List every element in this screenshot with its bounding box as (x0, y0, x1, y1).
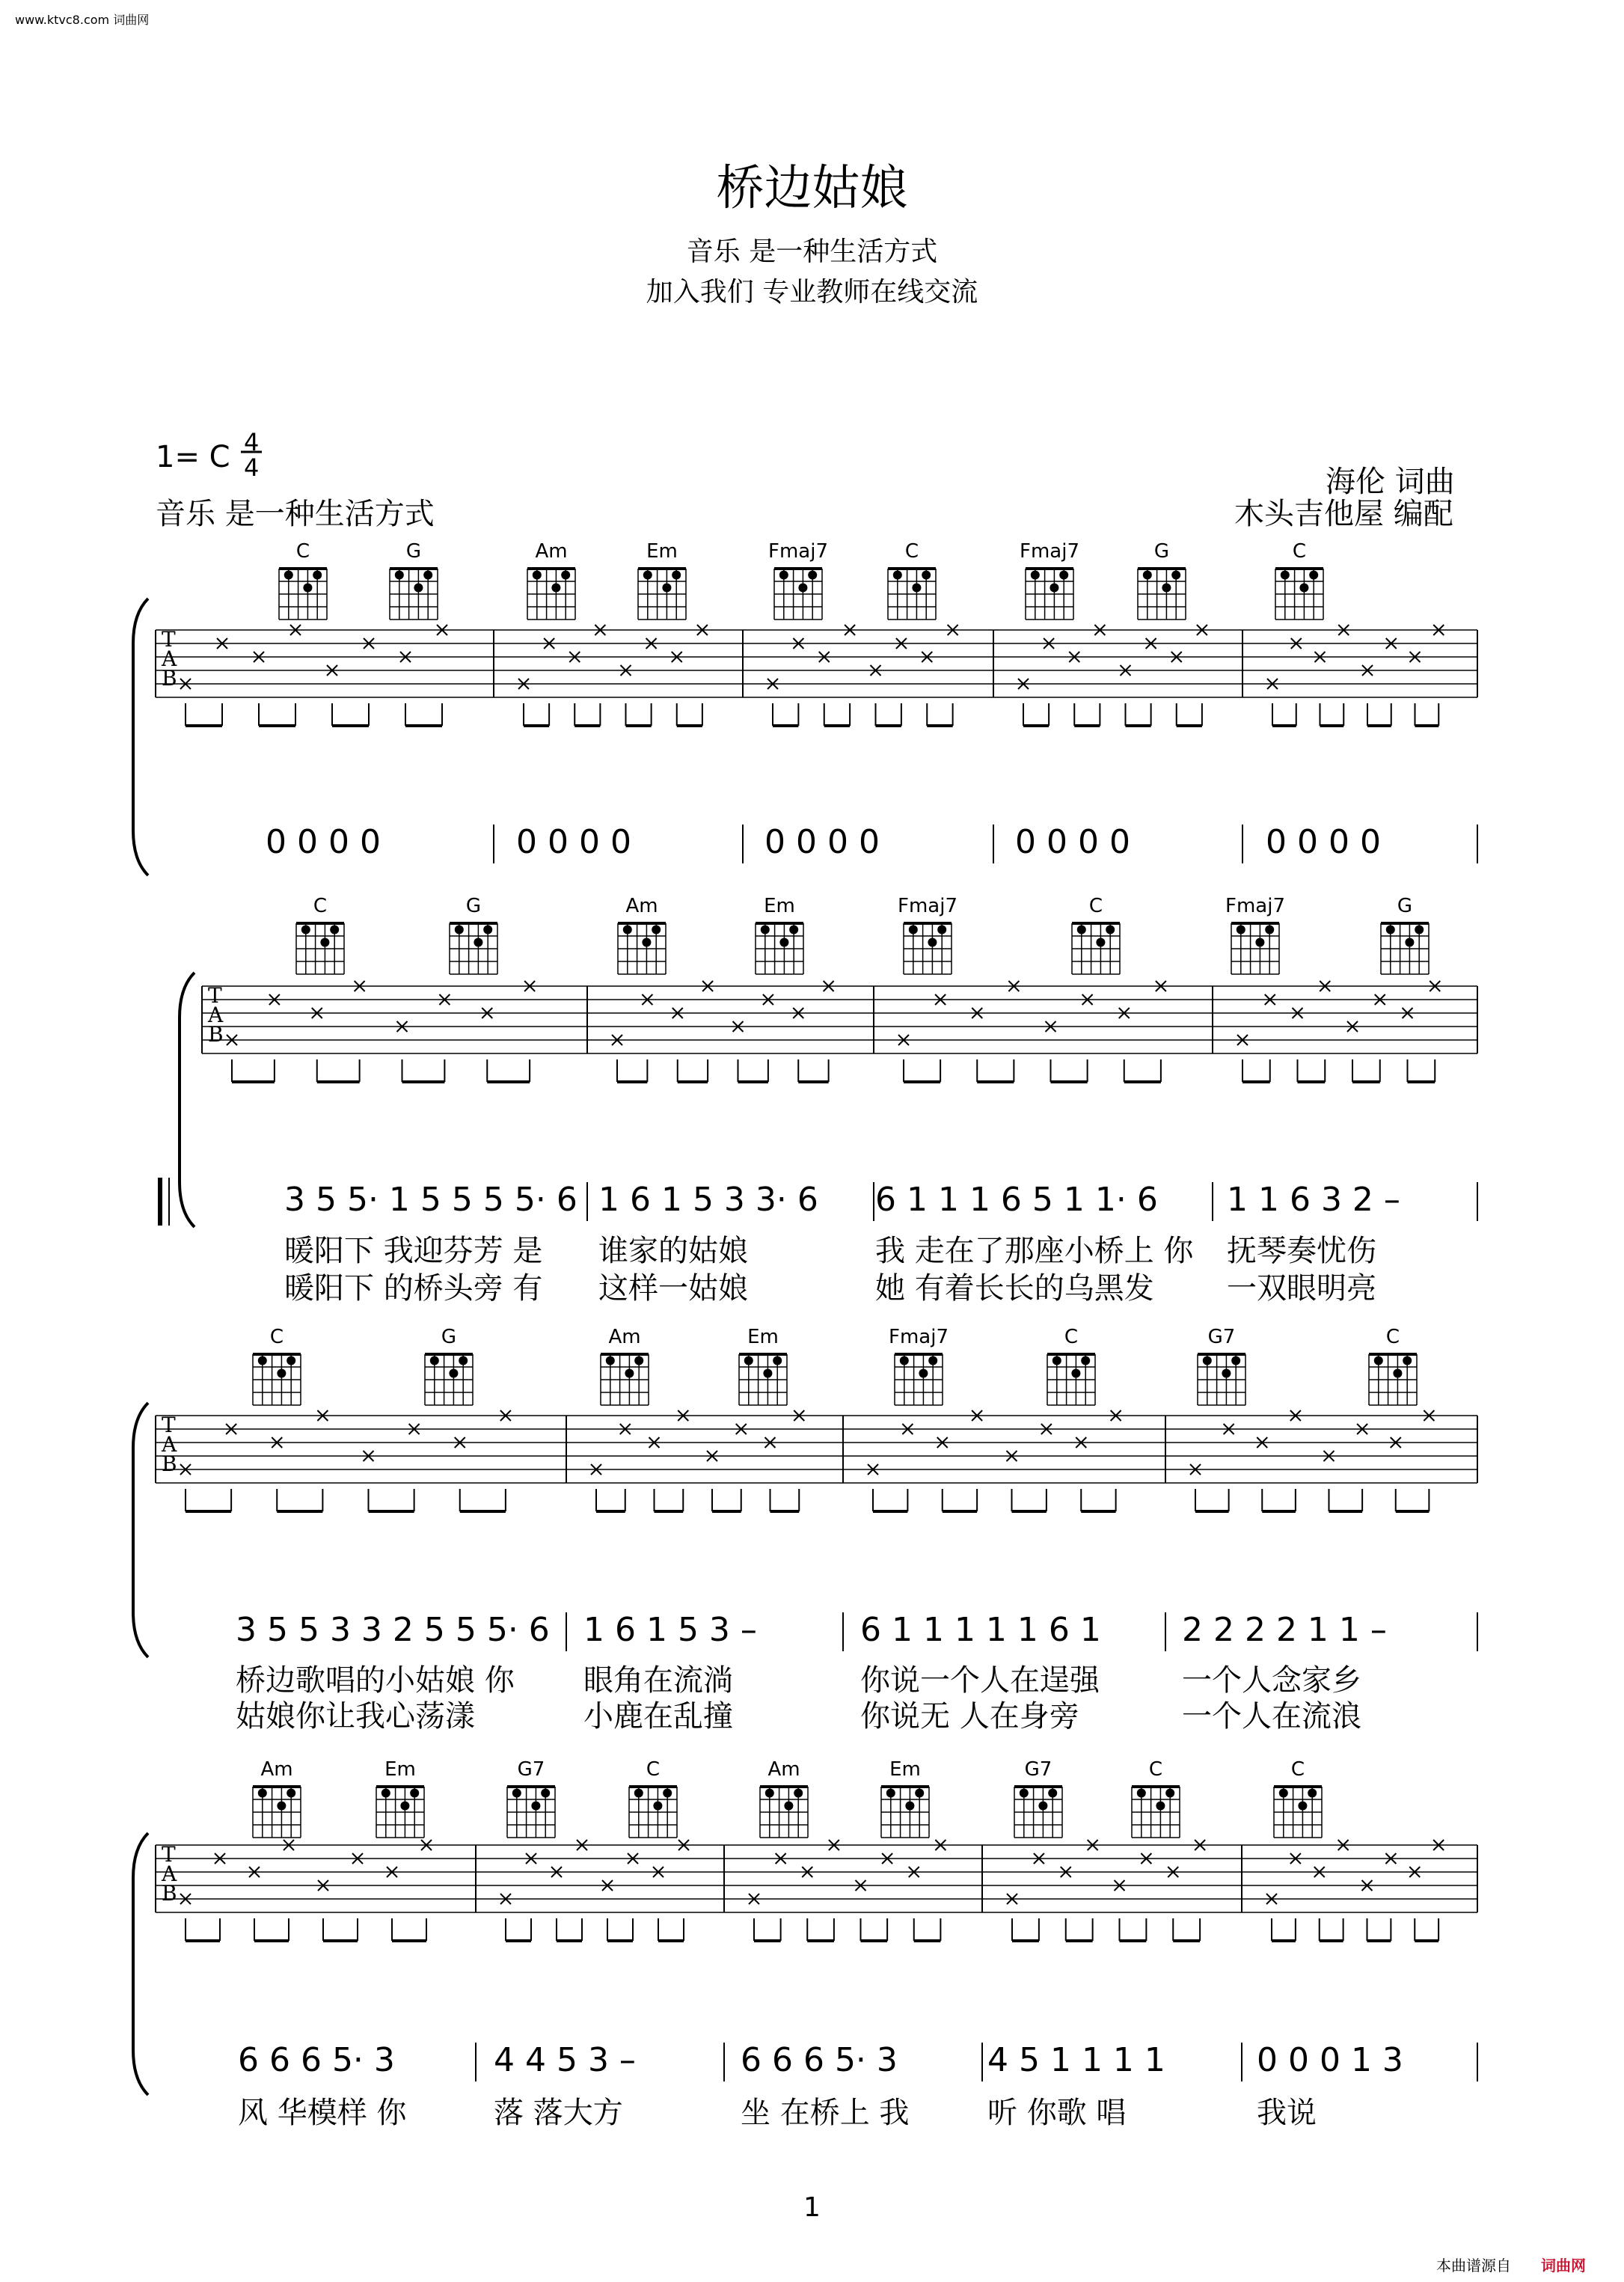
chord-finger-dot (1165, 1789, 1174, 1798)
chord-finger-dot (313, 571, 322, 580)
chord-name: Em (764, 895, 795, 917)
system-bracket (180, 973, 194, 1227)
tab-clef-letter: T (162, 1413, 176, 1437)
lyric-line: 一个人在流浪 (1182, 1699, 1361, 1734)
chord-finger-dot (449, 1369, 458, 1378)
tab-clef-letter: T (208, 983, 222, 1008)
chord-name: Fmaj7 (1020, 540, 1079, 563)
chord-finger-dot (915, 1789, 924, 1798)
lyric-line: 这样一姑娘 (598, 1271, 748, 1306)
chord-finger-dot (900, 1356, 909, 1365)
chord-name: G7 (517, 1758, 545, 1781)
lyric-line: 她 有着长长的乌黑发 (875, 1271, 1154, 1306)
chord-finger-dot (423, 571, 432, 580)
chord-finger-dot (1222, 1369, 1231, 1378)
chord-finger-dot (1403, 1356, 1412, 1365)
lyric-line: 抚琴奏忧伤 (1227, 1234, 1376, 1268)
chord-finger-dot (1106, 926, 1115, 934)
chord-finger-dot (284, 571, 293, 580)
jianpu-measure: 4 4 5 3 – (494, 2041, 636, 2079)
chord-finger-dot (761, 926, 770, 934)
chord-finger-dot (643, 571, 652, 580)
chord-name: Em (747, 1326, 779, 1348)
chord-finger-dot (382, 1789, 390, 1798)
chord-finger-dot (1203, 1356, 1212, 1365)
chord-finger-dot (886, 1789, 895, 1798)
chord-finger-dot (937, 926, 946, 934)
jianpu-measure: 0 0 0 0 (516, 823, 631, 861)
chord-finger-dot (763, 1369, 772, 1378)
chord-name: C (646, 1758, 661, 1781)
chord-name: Fmaj7 (768, 540, 828, 563)
lyric-line: 你说无 人在身旁 (860, 1699, 1079, 1734)
tab-clef-letter: T (162, 627, 176, 652)
chord-finger-dot (919, 1369, 928, 1378)
chord-finger-dot (1231, 1356, 1240, 1365)
chord-finger-dot (512, 1789, 521, 1798)
chord-finger-dot (303, 584, 312, 593)
lyric-line: 你说一个人在逞强 (860, 1663, 1100, 1698)
chord-finger-dot (1405, 938, 1414, 947)
chord-finger-dot (1308, 1789, 1317, 1798)
chord-name: Am (535, 540, 568, 563)
chord-finger-dot (634, 1356, 643, 1365)
tab-clef-letter: A (208, 1003, 224, 1027)
chord-finger-dot (1374, 1356, 1383, 1365)
chord-finger-dot (258, 1789, 267, 1798)
chord-finger-dot (794, 1789, 803, 1798)
chord-finger-dot (1171, 571, 1180, 580)
chord-name: Fmaj7 (889, 1326, 949, 1348)
chord-finger-dot (1386, 926, 1395, 934)
chord-finger-dot (410, 1789, 419, 1798)
page-title: 桥边姑娘 (716, 161, 908, 216)
chord-finger-dot (798, 584, 807, 593)
chord-finger-dot (1031, 571, 1040, 580)
lyric-line: 我 走在了那座小桥上 你 (875, 1234, 1194, 1268)
chord-name: C (295, 540, 310, 563)
chord-name: Em (646, 540, 678, 563)
lyric-line: 眼角在流淌 (583, 1663, 733, 1698)
chord-finger-dot (301, 926, 310, 934)
chord-finger-dot (1081, 1356, 1090, 1365)
chord-finger-dot (653, 1802, 662, 1811)
jianpu-measure: 6 6 6 5· 3 (238, 2041, 395, 2079)
chord-name: C (313, 895, 328, 917)
chord-name: C (1385, 1326, 1400, 1348)
jianpu-measure: 1 6 1 5 3 3· 6 (598, 1181, 818, 1219)
jianpu-measure: 6 1 1 1 6 5 1 1· 6 (875, 1181, 1158, 1219)
chord-finger-dot (1265, 926, 1274, 934)
chord-finger-dot (1299, 584, 1308, 593)
tab-clef-letter: B (162, 1452, 177, 1476)
chord-finger-dot (1071, 1369, 1080, 1378)
tab-clef-letter: A (162, 1432, 177, 1457)
footer-site-logo: 词曲网 (1541, 2257, 1586, 2275)
chord-name: C (904, 540, 919, 563)
tab-clef-letter: B (162, 1881, 177, 1906)
chord-finger-dot (652, 926, 661, 934)
chord-finger-dot (1237, 926, 1245, 934)
chord-name: Am (260, 1758, 293, 1781)
chord-name: G7 (1024, 1758, 1052, 1781)
chord-finger-dot (1393, 1369, 1402, 1378)
lyric-line: 一双眼明亮 (1227, 1271, 1376, 1306)
chord-finger-dot (625, 1369, 634, 1378)
chord-finger-dot (483, 926, 492, 934)
chord-finger-dot (1309, 571, 1318, 580)
chord-name: C (1088, 895, 1103, 917)
lyric-line: 小鹿在乱撞 (583, 1699, 733, 1734)
tab-clef-letter: A (162, 1862, 177, 1886)
lyric-line: 我说 (1257, 2096, 1317, 2130)
chord-name: Em (889, 1758, 921, 1781)
jianpu-measure: 3 5 5· 1 5 5 5 5· 6 (284, 1181, 577, 1219)
chord-finger-dot (642, 938, 651, 947)
jianpu-measure: 2 2 2 2 1 1 – (1182, 1611, 1387, 1649)
jianpu-measure: 6 1 1 1 1 1 6 1 (860, 1611, 1101, 1649)
jianpu-measure: 1 6 1 5 3 – (583, 1611, 757, 1649)
system-bracket (133, 1833, 148, 2095)
chord-finger-dot (277, 1369, 286, 1378)
chord-finger-dot (1059, 571, 1068, 580)
chord-name: G (465, 895, 482, 917)
chord-name: G (441, 1326, 457, 1348)
time-signature-top: 4 (244, 428, 260, 456)
site-watermark: www.ktvc8.com 词曲网 (15, 13, 150, 27)
chord-name: C (1064, 1326, 1079, 1348)
chord-finger-dot (414, 584, 423, 593)
chord-finger-dot (320, 938, 329, 947)
jianpu-measure: 0 0 0 0 (1266, 823, 1381, 861)
chord-name: C (1148, 1758, 1163, 1781)
chord-finger-dot (459, 1356, 468, 1365)
chord-name: Fmaj7 (898, 895, 957, 917)
chord-finger-dot (912, 584, 921, 593)
lyric-line: 听 你歌 唱 (987, 2096, 1127, 2130)
time-signature-bottom: 4 (244, 453, 260, 482)
chord-finger-dot (551, 584, 560, 593)
chord-finger-dot (909, 926, 918, 934)
lyric-line: 风 华模样 你 (238, 2096, 407, 2130)
system-bracket (133, 1403, 148, 1657)
chord-name: Fmaj7 (1225, 895, 1285, 917)
tab-clef-letter: A (162, 646, 177, 671)
chord-name: Em (384, 1758, 416, 1781)
chord-finger-dot (474, 938, 482, 947)
chord-finger-dot (663, 1789, 672, 1798)
chord-finger-dot (1156, 1802, 1165, 1811)
key-signature: 1= C (156, 440, 230, 474)
chord-finger-dot (1020, 1789, 1029, 1798)
chord-finger-dot (744, 1356, 753, 1365)
chord-finger-dot (623, 926, 632, 934)
footer-source-label: 本曲谱源自 (1436, 2257, 1511, 2275)
chord-finger-dot (928, 1356, 937, 1365)
chord-name: C (269, 1326, 284, 1348)
chord-finger-dot (1096, 938, 1105, 947)
chord-finger-dot (430, 1356, 439, 1365)
chord-finger-dot (1298, 1802, 1307, 1811)
chord-finger-dot (531, 1802, 540, 1811)
chord-finger-dot (784, 1802, 793, 1811)
chord-name: Am (608, 1326, 641, 1348)
chord-finger-dot (287, 1789, 295, 1798)
chord-name: Am (767, 1758, 800, 1781)
chord-finger-dot (561, 571, 570, 580)
chord-finger-dot (455, 926, 464, 934)
chord-finger-dot (287, 1356, 295, 1365)
lyric-line: 桥边歌唱的小姑娘 你 (236, 1663, 515, 1698)
chord-finger-dot (395, 571, 404, 580)
jianpu-measure: 0 0 0 1 3 (1257, 2041, 1403, 2079)
chord-name: G (1153, 540, 1170, 563)
lyric-line: 谁家的姑娘 (598, 1234, 748, 1268)
chord-name: C (1290, 1758, 1305, 1781)
tab-clef-letter: T (162, 1842, 176, 1867)
chord-finger-dot (1279, 1789, 1288, 1798)
jianpu-measure: 4 5 1 1 1 1 (987, 2041, 1165, 2079)
chord-finger-dot (1050, 584, 1058, 593)
chord-finger-dot (1048, 1789, 1057, 1798)
jianpu-measure: 6 6 6 5· 3 (741, 2041, 898, 2079)
composer-credit: 海伦 词曲 (1326, 465, 1455, 499)
slogan: 音乐 是一种生活方式 (156, 497, 435, 531)
chord-finger-dot (779, 571, 788, 580)
chord-finger-dot (893, 571, 902, 580)
chord-finger-dot (606, 1356, 615, 1365)
jianpu-measure: 0 0 0 0 (266, 823, 381, 861)
chord-name: C (1292, 540, 1307, 563)
chord-finger-dot (541, 1789, 550, 1798)
chord-finger-dot (928, 938, 937, 947)
chord-name: G7 (1207, 1326, 1236, 1348)
chord-finger-dot (672, 571, 681, 580)
chord-finger-dot (808, 571, 817, 580)
chord-name: G (1397, 895, 1413, 917)
chord-finger-dot (773, 1356, 782, 1365)
chord-finger-dot (905, 1802, 914, 1811)
chord-finger-dot (779, 938, 788, 947)
chord-finger-dot (662, 584, 671, 593)
chord-finger-dot (765, 1789, 774, 1798)
jianpu-measure: 0 0 0 0 (764, 823, 880, 861)
page-number: 1 (803, 2192, 821, 2223)
chord-finger-dot (1038, 1802, 1047, 1811)
chord-finger-dot (1281, 571, 1290, 580)
chord-finger-dot (533, 571, 542, 580)
chord-finger-dot (1255, 938, 1264, 947)
lyric-line: 一个人念家乡 (1182, 1663, 1361, 1698)
chord-finger-dot (922, 571, 931, 580)
chord-finger-dot (1162, 584, 1171, 593)
chord-finger-dot (1415, 926, 1424, 934)
chord-finger-dot (1143, 571, 1152, 580)
chord-finger-dot (1077, 926, 1086, 934)
chord-finger-dot (330, 926, 339, 934)
lyric-line: 坐 在桥上 我 (741, 2096, 910, 2130)
chord-name: G (405, 540, 422, 563)
chord-finger-dot (277, 1802, 286, 1811)
chord-finger-dot (1137, 1789, 1146, 1798)
lyric-line: 暖阳下 的桥头旁 有 (284, 1271, 543, 1306)
system-bracket (133, 599, 148, 875)
lyric-line: 姑娘你让我心荡漾 (236, 1699, 475, 1734)
jianpu-measure: 1 1 6 3 2 – (1227, 1181, 1400, 1219)
subtitle-line-2: 加入我们 专业教师在线交流 (646, 277, 978, 308)
tab-clef-letter: B (162, 666, 177, 691)
chord-finger-dot (1052, 1356, 1061, 1365)
chord-name: Am (625, 895, 658, 917)
jianpu-measure: 0 0 0 0 (1015, 823, 1130, 861)
chord-finger-dot (400, 1802, 409, 1811)
tab-clef-letter: B (208, 1022, 224, 1047)
chord-finger-dot (634, 1789, 643, 1798)
jianpu-measure: 3 5 5 3 3 2 5 5 5· 6 (236, 1611, 550, 1649)
chord-finger-dot (789, 926, 798, 934)
lyric-line: 落 落大方 (494, 2096, 623, 2130)
lyric-line: 暖阳下 我迎芬芳 是 (284, 1234, 543, 1268)
arranger-credit: 木头吉他屋 编配 (1234, 497, 1453, 531)
chord-finger-dot (258, 1356, 267, 1365)
subtitle-line-1: 音乐 是一种生活方式 (686, 236, 938, 267)
